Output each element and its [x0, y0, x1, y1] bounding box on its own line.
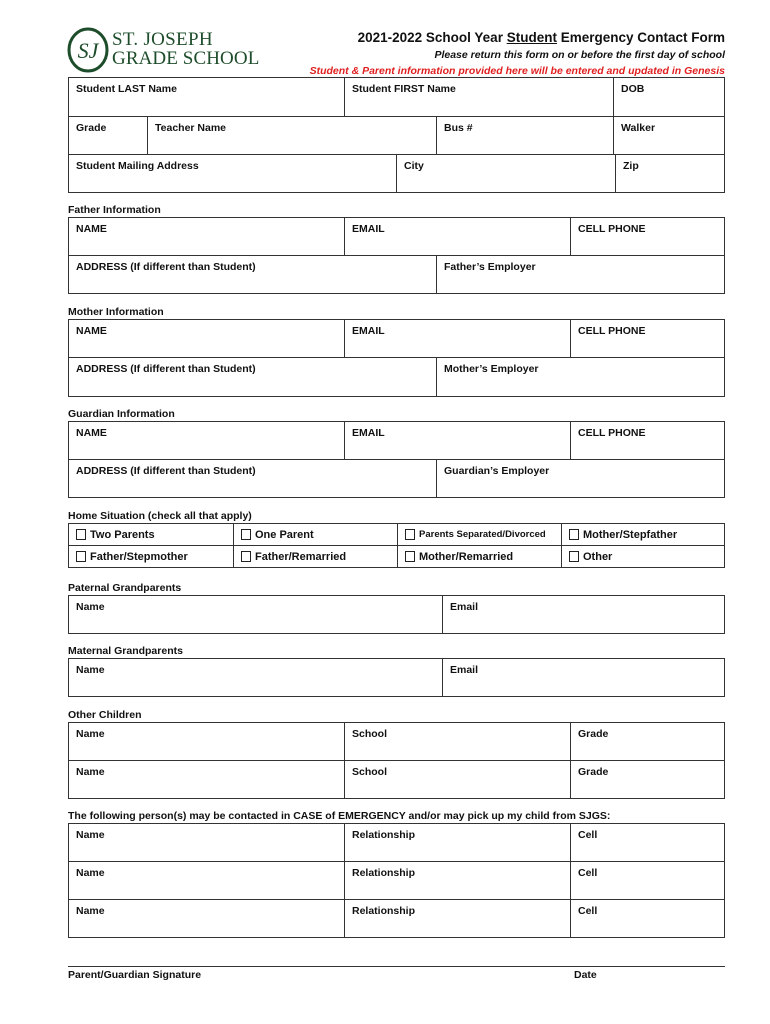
checkbox-icon[interactable] [76, 551, 86, 562]
field-label: Zip [623, 160, 639, 172]
field-label: ADDRESS (If different than Student) [76, 465, 256, 477]
field-label: Walker [621, 122, 656, 134]
checkbox-label: Other [583, 550, 613, 563]
field-label: Name [76, 867, 105, 879]
emergency-contacts-label: The following person(s) may be contacted in CASE of EMERGENCY and/or may pick up my child from SJGS: [68, 810, 611, 822]
mother-address-field[interactable] [69, 358, 437, 396]
grade-field[interactable] [69, 117, 148, 154]
svg-text:SJ: SJ [77, 38, 99, 63]
other-children-label: Other Children [68, 709, 142, 721]
checkbox-parents-separated[interactable] [398, 524, 562, 545]
child-school-field[interactable] [345, 723, 571, 760]
walker-field[interactable] [614, 117, 724, 154]
form-title-underlined: Student [506, 30, 557, 45]
guardian-address-field[interactable] [69, 460, 437, 497]
checkbox-father-remarried[interactable] [234, 546, 398, 567]
student-address-row [68, 155, 725, 193]
field-label: Father’s Employer [444, 261, 536, 273]
field-label: Teacher Name [155, 122, 227, 134]
teacher-name-field[interactable] [148, 117, 437, 154]
checkbox-other[interactable] [562, 546, 724, 567]
field-label: NAME [76, 223, 107, 235]
child-school-field[interactable] [345, 761, 571, 798]
checkbox-label: Two Parents [90, 528, 155, 541]
mother-name-field[interactable] [69, 320, 345, 357]
emergency-cell-field[interactable] [571, 824, 724, 861]
father-section-label: Father Information [68, 204, 161, 216]
field-label: EMAIL [352, 325, 385, 337]
emergency-name-field[interactable] [69, 824, 345, 861]
checkbox-label: Mother/Stepfather [583, 528, 678, 541]
paternal-grandparents-row [68, 595, 725, 634]
guardian-name-field[interactable] [69, 422, 345, 459]
child-grade-field[interactable] [571, 723, 724, 760]
checkbox-mother-remarried[interactable] [398, 546, 562, 567]
mother-employer-field[interactable] [437, 358, 724, 396]
mailing-address-field[interactable] [69, 155, 397, 192]
emergency-relationship-field[interactable] [345, 824, 571, 861]
maternal-grandparents-table [68, 658, 725, 697]
child-row [68, 722, 725, 761]
form-title-post: Emergency Contact Form [556, 30, 725, 45]
emergency-contact-row [68, 900, 725, 938]
form-title [358, 30, 725, 45]
field-label: Student Mailing Address [76, 160, 199, 172]
field-label: Cell [578, 867, 598, 879]
mother-info-table [68, 319, 725, 397]
field-label: Grade [578, 728, 609, 740]
field-label: Relationship [352, 905, 416, 917]
field-label: School [352, 766, 388, 778]
genesis-notice: Student & Parent information provided here will be entered and updated in Genesis [309, 65, 725, 77]
checkbox-label: Mother/Remarried [419, 550, 514, 563]
father-cell-field[interactable] [571, 218, 724, 255]
field-label: EMAIL [352, 427, 385, 439]
emergency-contact-row [68, 823, 725, 862]
home-situation-row-1 [68, 523, 725, 546]
emergency-contacts-table [68, 823, 725, 938]
father-contact-row [68, 217, 725, 256]
field-label: Grade [578, 766, 609, 778]
child-name-field[interactable] [69, 761, 345, 798]
zip-field[interactable] [616, 155, 724, 192]
field-label: Grade [76, 122, 107, 134]
mother-cell-field[interactable] [571, 320, 724, 357]
father-name-field[interactable] [69, 218, 345, 255]
checkbox-icon[interactable] [569, 529, 579, 540]
father-info-table [68, 217, 725, 294]
student-info-table [68, 77, 725, 193]
maternal-email-field[interactable] [443, 659, 724, 696]
school-name-line2: GRADE SCHOOL [112, 48, 260, 69]
emergency-contact-row [68, 862, 725, 900]
checkbox-label: Parents Separated/Divorced [419, 528, 546, 540]
field-label: Name [76, 829, 105, 841]
field-label: Relationship [352, 867, 416, 879]
guardian-address-row [68, 460, 725, 498]
bus-field[interactable] [437, 117, 614, 154]
field-label: NAME [76, 427, 107, 439]
maternal-name-field[interactable] [69, 659, 443, 696]
student-class-row [68, 117, 725, 155]
guardian-info-table [68, 421, 725, 498]
child-row [68, 761, 725, 799]
guardian-cell-field[interactable] [571, 422, 724, 459]
other-children-table [68, 722, 725, 799]
field-label: Guardian’s Employer [444, 465, 550, 477]
checkbox-one-parent[interactable] [234, 524, 398, 545]
guardian-employer-field[interactable] [437, 460, 724, 497]
checkbox-label: Father/Remarried [255, 550, 347, 563]
field-label: NAME [76, 325, 107, 337]
emergency-cell-field[interactable] [571, 900, 724, 937]
field-label: Name [76, 601, 105, 613]
form-subtitle: Please return this form on or before the first day of school [434, 49, 725, 61]
checkbox-icon[interactable] [241, 529, 251, 540]
home-situation-label: Home Situation (check all that apply) [68, 510, 252, 522]
student-last-name-field[interactable] [69, 78, 345, 116]
emergency-cell-field[interactable] [571, 862, 724, 899]
field-label: Name [76, 728, 105, 740]
checkbox-icon[interactable] [405, 529, 415, 540]
city-field[interactable] [397, 155, 616, 192]
date-label: Date [574, 969, 597, 981]
child-name-field[interactable] [69, 723, 345, 760]
checkbox-icon[interactable] [76, 529, 86, 540]
field-label: Cell [578, 905, 598, 917]
school-name [112, 30, 259, 68]
field-label: Cell [578, 829, 598, 841]
checkbox-mother-stepfather[interactable] [562, 524, 724, 545]
field-label: Student FIRST Name [352, 83, 456, 95]
field-label: Email [450, 601, 479, 613]
school-name-line1: ST. JOSEPH [112, 29, 213, 50]
checkbox-icon[interactable] [405, 551, 415, 562]
mother-email-field[interactable] [345, 320, 571, 357]
form-title-pre: 2021-2022 School Year [357, 30, 507, 45]
home-situation-table [68, 523, 725, 568]
mother-section-label: Mother Information [68, 306, 164, 318]
paternal-grandparents-table [68, 595, 725, 634]
emergency-relationship-field[interactable] [345, 900, 571, 937]
field-label: ADDRESS (If different than Student) [76, 261, 256, 273]
checkbox-label: One Parent [255, 528, 314, 541]
paternal-name-field[interactable] [69, 596, 443, 633]
field-label: Student LAST Name [76, 83, 177, 95]
emergency-relationship-field[interactable] [345, 862, 571, 899]
mother-contact-row [68, 319, 725, 358]
emergency-name-field[interactable] [69, 862, 345, 899]
checkbox-label: Father/Stepmother [90, 550, 188, 563]
student-first-name-field[interactable] [345, 78, 614, 116]
field-label: CELL PHONE [578, 325, 646, 337]
father-employer-field[interactable] [437, 256, 724, 293]
checkbox-two-parents[interactable] [69, 524, 234, 545]
guardian-email-field[interactable] [345, 422, 571, 459]
student-name-row [68, 77, 725, 117]
child-grade-field[interactable] [571, 761, 724, 798]
paternal-email-field[interactable] [443, 596, 724, 633]
signature-line[interactable] [68, 966, 725, 967]
guardian-section-label: Guardian Information [68, 408, 175, 420]
maternal-grandparents-row [68, 658, 725, 697]
mother-address-row [68, 358, 725, 397]
field-label: DOB [621, 83, 645, 95]
emergency-name-field[interactable] [69, 900, 345, 937]
maternal-grandparents-label: Maternal Grandparents [68, 645, 183, 657]
home-situation-row-2 [68, 546, 725, 568]
father-email-field[interactable] [345, 218, 571, 255]
field-label: ADDRESS (If different than Student) [76, 363, 256, 375]
field-label: Name [76, 766, 105, 778]
field-label: Mother’s Employer [444, 363, 539, 375]
father-address-row [68, 256, 725, 294]
signature-label: Parent/Guardian Signature [68, 969, 202, 981]
checkbox-icon[interactable] [569, 551, 579, 562]
field-label: EMAIL [352, 223, 385, 235]
field-label: Relationship [352, 829, 416, 841]
field-label: CELL PHONE [578, 223, 646, 235]
field-label: City [404, 160, 424, 172]
field-label: CELL PHONE [578, 427, 646, 439]
dob-field[interactable] [614, 78, 724, 116]
field-label: Bus # [444, 122, 473, 134]
checkbox-father-stepmother[interactable] [69, 546, 234, 567]
father-address-field[interactable] [69, 256, 437, 293]
paternal-grandparents-label: Paternal Grandparents [68, 582, 182, 594]
field-label: Name [76, 905, 105, 917]
field-label: Email [450, 664, 479, 676]
field-label: Name [76, 664, 105, 676]
field-label: School [352, 728, 388, 740]
guardian-contact-row [68, 421, 725, 460]
checkbox-icon[interactable] [241, 551, 251, 562]
